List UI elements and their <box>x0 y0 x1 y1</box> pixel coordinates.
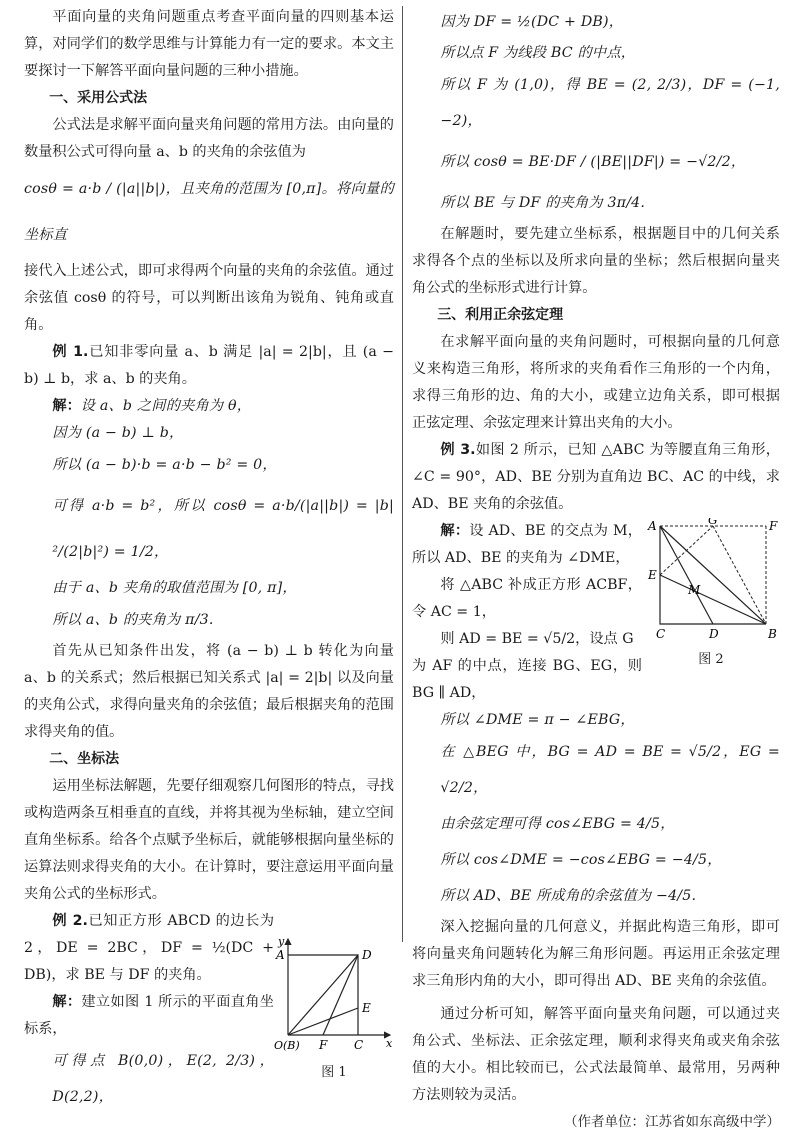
solution-2-step-1: 因为 DF = ½(DC + DB)， <box>440 14 624 30</box>
solution-2-step-5: 所以 BE 与 DF 的夹角为 3π/4. <box>440 195 646 211</box>
section-1-paragraph-1: 公式法是求解平面向量夹角问题的常用方法。由向量的数量积公式可得向量 a、b 的夹角的余弦值为 <box>24 117 394 160</box>
fig1-label-o: O(B) <box>274 1039 300 1052</box>
solution-3-square: 将 △ABC 补成正方形 ACBF，令 AC = 1， <box>412 577 642 620</box>
solution-3-setup: 设 AD、BE 的交点为 M，所以 AD、BE 的夹角为 ∠DME， <box>412 523 642 566</box>
solution-1-step-4: 可得 a·b = b²，所以 cosθ = a·b/(|a||b|) = |b|²/(2|b|²) = 1/2， <box>52 498 394 560</box>
example-1-solution-line <box>24 393 394 420</box>
solution-3-step-2: 在 △BEG 中，BG = AD = BE = √5/2，EG = √2/2， <box>440 744 780 796</box>
solution-3-midpoint: 为 AF 的中点，连接 BG、EG，则 BG ∥ AD， <box>412 658 642 701</box>
solution-1-step-6: 所以 a、b 的夹角为 π/3. <box>52 612 214 628</box>
fig2-label-b: B <box>768 627 777 640</box>
intro-paragraph: 平面向量的夹角问题重点考查平面向量的四则基本运算，对同学们的数学思维与计算能力有一定的要求。本文主要探讨一下解答平面向量问题的三种小措施。 <box>24 9 394 79</box>
right-column <box>412 4 780 1136</box>
solution-2-label: 解： <box>52 994 82 1010</box>
author-affiliation: （作者单位：江苏省如东高级中学） <box>564 1114 780 1130</box>
solution-2-points: 可得点 B(0,0)，E(2, 2/3)，D(2,2)， <box>52 1053 274 1105</box>
fig1-label-c: C <box>354 1038 364 1052</box>
section-3-paragraph-2: 深入挖掘向量的几何意义，并据此构造三角形，即可将向量夹角问题转化为解三角形问题。再运用正余弦定理求三角形内角的大小，即可得出 AD、BE 夹角的余弦值。 <box>412 919 780 989</box>
fig2-label-d: D <box>709 627 719 640</box>
fig1-label-x: x <box>386 1037 393 1050</box>
fig1-label-a: A <box>276 948 285 962</box>
section-2-paragraph-2: 在解题时，要先建立坐标系，根据题目中的几何关系求得各个点的坐标以及所求向量的坐标；然后根据向量夹角公式的坐标形式进行计算。 <box>412 226 780 296</box>
example-3 <box>412 437 780 518</box>
solution-3-label: 解： <box>440 523 470 539</box>
solution-3-step-1: 所以 ∠DME = π − ∠EBG， <box>440 712 635 728</box>
example-1 <box>24 339 394 393</box>
section-3-title: 三、利用正余弦定理 <box>437 307 564 323</box>
left-column <box>24 4 394 1115</box>
section-1-paragraph-3: 首先从已知条件出发，将 (a − b) ⊥ b 转化为向量 a、b 的关系式；然后根据已知关系式 |a| = 2|b| 以及向量的夹角公式，求得向量夹角的余弦值；最后根据夹角的范围求得夹角的值。 <box>24 643 394 740</box>
fig2-label-a: A <box>648 519 657 533</box>
fig2-label-e: E <box>648 568 657 582</box>
figure-1-diagram <box>274 935 394 1053</box>
fig2-label-m: M <box>688 583 701 597</box>
example-1-text: 已知非零向量 a、b 满足 |a| = 2|b|，且 (a − b) ⊥ b，求 a、b 的夹角。 <box>24 344 394 387</box>
example-3-label: 例 3. <box>440 442 476 458</box>
fig2-label-f: F <box>769 519 778 533</box>
figure-2-diagram <box>642 518 780 640</box>
figure-2-caption: 图 2 <box>698 652 724 667</box>
solution-2-step-2: 所以点 F 为线段 BC 的中点， <box>440 45 636 61</box>
solution-2-step-4: 所以 cosθ = BE·DF / (|BE||DF|) = −√2/2， <box>440 154 746 170</box>
figure-1 <box>274 935 394 1083</box>
fig1-label-f: F <box>319 1038 328 1052</box>
example-2-text: 已知正方形 ABCD 的边长为 2，DE = 2BC，DF = ½(DC + DB)，求 BE 与 DF 的夹角。 <box>24 913 275 983</box>
column-divider <box>402 6 403 942</box>
section-1-title: 一、采用公式法 <box>49 90 148 106</box>
solution-1-step-5: 由于 a、b 夹角的取值范围为 [0, π]， <box>52 580 297 596</box>
solution-3-step-3: 由余弦定理可得 cos∠EBG = 4/5， <box>440 816 675 832</box>
example-3-text: 如图 2 所示，已知 △ABC 为等腰直角三角形，∠C = 90°，AD、BE 分别为直角边 BC、AC 的中线，求 AD、BE 夹角的余弦值。 <box>412 442 780 512</box>
example-1-label: 例 1. <box>52 344 89 360</box>
section-2-paragraph-1: 运用坐标法解题，先要仔细观察几何图形的特点，寻找或构造两条互相垂直的直线，并将其视为坐标轴，建立空间直角坐标系。给各个点赋予坐标后，就能够根据向量坐标的运算法则求得夹角的大小。在计算时，要注意运用平面向量夹角公式的坐标形式。 <box>24 778 394 902</box>
solution-1-step-3: 所以 (a − b)·b = a·b − b² = 0， <box>52 457 277 473</box>
solution-2-step-3: 所以 F 为 (1,0)，得 BE = (2, 2/3)，DF = (−1, −2)， <box>440 77 780 129</box>
solution-3-lengths: 则 AD = BE = √5/2，设点 G <box>440 631 634 647</box>
solution-2-setup: 建立如图 1 所示的平面直角坐标系， <box>24 994 274 1037</box>
fig1-label-y: y <box>278 935 285 948</box>
solution-1-label: 解： <box>52 398 81 414</box>
solution-3-step-5: 所以 AD、BE 所成角的余弦值为 −4/5. <box>440 888 697 904</box>
solution-1-step-1: 设 a、b 之间的夹角为 θ， <box>80 398 252 414</box>
figure-2 <box>642 518 780 670</box>
section-2-title: 二、坐标法 <box>49 751 120 767</box>
solution-3-step-4: 所以 cos∠DME = −cos∠EBG = −4/5， <box>440 852 722 868</box>
figure-1-caption: 图 1 <box>321 1065 347 1080</box>
section-3-paragraph-1: 在求解平面向量的夹角问题时，可根据向量的几何意义来构造三角形，将所求的夹角看作三角形的一个内角，求得三角形的边、角的大小，或建立边角关系，即可根据正弦定理、余弦定理来计算出夹角的大小。 <box>412 334 780 431</box>
section-1-paragraph-2: 接代入上述公式，即可求得两个向量的夹角的余弦值。通过余弦值 cosθ 的符号，可以判断出该角为锐角、钝角或直角。 <box>24 263 394 333</box>
solution-1-step-2: 因为 (a − b) ⊥ b， <box>52 425 184 441</box>
fig2-label-g: G <box>708 518 718 527</box>
fig1-label-e: E <box>362 1001 371 1015</box>
conclusion-paragraph: 通过分析可知，解答平面向量夹角问题，可以通过夹角公式、坐标法、正余弦定理，顺利求得夹角或夹角余弦值的大小。相比较而已，公式法最简单、最常用，另两种方法则较为灵活。 <box>412 1006 780 1103</box>
fig2-label-c: C <box>656 627 666 640</box>
example-2-label: 例 2. <box>52 913 88 929</box>
section-1-formula: cosθ = a·b / (|a||b|)，且夹角的范围为 [0,π]。将向量的坐标直 <box>24 181 394 243</box>
fig1-label-d: D <box>362 948 372 962</box>
